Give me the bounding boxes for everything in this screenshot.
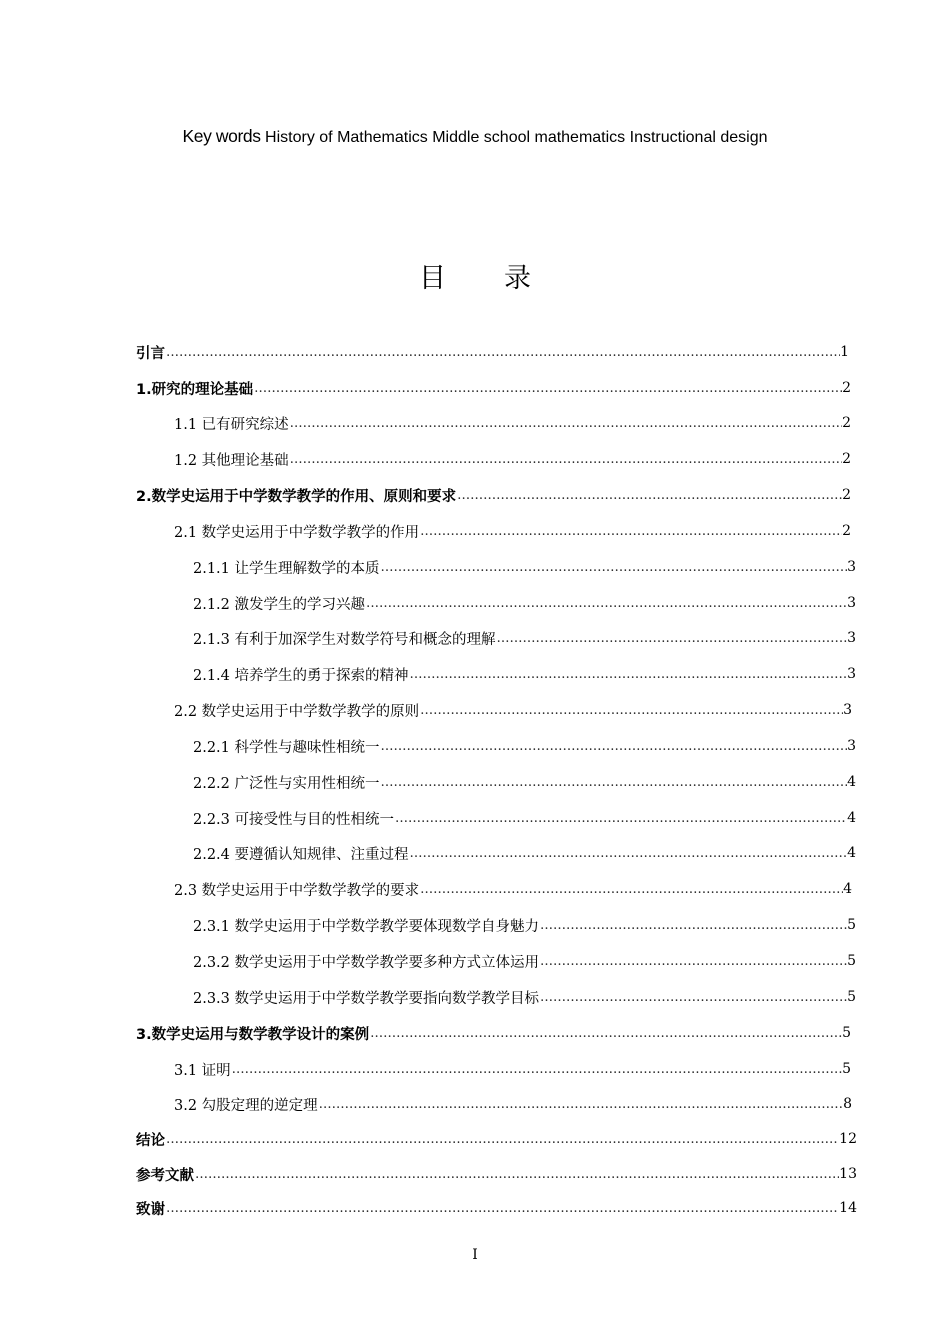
toc-leader [380,739,848,754]
toc-leader [394,811,847,826]
toc-entry-2-2[interactable] [174,698,852,722]
toc-leader [419,703,843,718]
toc-entry-label: 2.2 数学史运用于中学数学教学的原则 [174,703,420,720]
toc-entry-page: 3 [847,559,856,575]
toc-entry-1[interactable] [136,376,851,400]
toc-entry-page: 2 [842,523,851,539]
toc-entry-label: 2.数学史运用于中学数学教学的作用、原则和要求 [136,488,457,505]
toc-entry-label: 结论 [136,1132,165,1149]
toc-entry-label: 2.3.2 数学史运用于中学数学教学要多种方式立体运用 [193,954,540,971]
toc-leader [380,560,848,575]
toc-entry-label: 3.1 证明 [174,1062,231,1079]
toc-entry-label: 3.数学史运用与数学教学设计的案例 [136,1026,370,1043]
toc-entry-page: 8 [843,1096,852,1112]
toc-entry-2-1-3[interactable] [193,626,856,650]
toc-entry-2[interactable] [136,483,851,507]
toc-entry-page: 5 [842,1061,851,1077]
toc-entry-label: 2.1 数学史运用于中学数学教学的作用 [174,524,420,541]
toc-entry-label: 引言 [136,345,165,362]
toc-entry-3[interactable] [136,1021,851,1045]
toc-entry-2-3-1[interactable] [193,913,856,937]
toc-leader [539,918,847,933]
toc-entry-3-2[interactable] [174,1092,852,1116]
toc-entry-2-3-3[interactable] [193,985,856,1009]
toc-title-char-2: 录 [504,263,531,294]
toc-leader [165,1132,839,1147]
toc-entry-2-2-3[interactable] [193,806,856,830]
toc-entry-label: 3.2 勾股定理的逆定理 [174,1097,318,1114]
toc-entry-acknowledgements[interactable] [136,1196,857,1220]
toc-leader [231,1062,842,1077]
toc-entry-page: 2 [842,415,851,431]
toc-entry-label: 1.2 其他理论基础 [174,452,289,469]
toc-title [0,256,950,295]
toc-entry-conclusion[interactable] [136,1127,857,1151]
toc-entry-page: 1 [840,344,849,360]
toc-leader [289,416,842,431]
toc-entry-page: 3 [847,630,856,646]
toc-entry-label: 1.1 已有研究综述 [174,416,289,433]
toc-entry-label: 2.1.2 激发学生的学习兴趣 [193,596,366,613]
toc-entry-page: 2 [842,380,851,396]
toc-entry-label: 2.3.1 数学史运用于中学数学教学要体现数学自身魅力 [193,918,540,935]
toc-leader [289,452,842,467]
toc-entry-2-1-2[interactable] [193,591,856,615]
toc-entry-page: 4 [847,774,856,790]
toc-entry-page: 4 [843,881,852,897]
toc-leader [419,882,843,897]
toc-leader [409,667,848,682]
keywords-text: History of Mathematics Middle school mathematics Instructional design [260,129,768,146]
toc-leader [165,1201,839,1216]
toc-entry-page: 2 [842,487,851,503]
toc-leader [496,631,848,646]
toc-leader [253,381,842,396]
toc-entry-page: 3 [847,666,856,682]
toc-title-char-1: 目 [419,263,446,294]
toc-entry-label: 参考文献 [136,1167,194,1184]
keywords-line [0,126,950,147]
page-number: I [472,1247,478,1263]
toc-entry-3-1[interactable] [174,1057,851,1081]
toc-entry-label: 1.研究的理论基础 [136,381,254,398]
toc-entry-2-3-2[interactable] [193,949,856,973]
toc-entry-page: 13 [839,1166,857,1182]
toc-entry-label: 2.1.1 让学生理解数学的本质 [193,560,380,577]
toc-leader [539,990,847,1005]
toc-entry-label: 2.3.3 数学史运用于中学数学教学要指向数学教学目标 [193,990,540,1007]
toc-entry-2-1[interactable] [174,519,851,543]
toc-entry-page: 14 [839,1200,857,1216]
toc-entry-page: 4 [847,845,856,861]
toc-leader [409,846,848,861]
toc-leader [318,1097,843,1112]
toc-entry-page: 5 [847,917,856,933]
toc-entry-page: 2 [842,451,851,467]
toc-leader [194,1167,839,1182]
toc-entry-2-2-1[interactable] [193,734,856,758]
toc-leader [419,524,842,539]
toc-entry-page: 5 [842,1025,851,1041]
toc-entry-1-1[interactable] [174,411,851,435]
toc-entry-page: 5 [847,953,856,969]
toc-entry-page: 12 [839,1131,857,1147]
toc-entry-2-1-1[interactable] [193,555,856,579]
toc-entry-label: 2.3 数学史运用于中学数学教学的要求 [174,882,420,899]
toc-entry-page: 3 [847,595,856,611]
toc-entry-2-2-4[interactable] [193,841,856,865]
toc-entry-references[interactable] [136,1162,857,1186]
toc-entry-label: 2.1.3 有利于加深学生对数学符号和概念的理解 [193,631,496,648]
toc-entry-2-1-4[interactable] [193,662,856,686]
toc-leader [365,596,847,611]
keywords-label: Key words [182,126,261,146]
toc-entry-1-2[interactable] [174,447,851,471]
toc-entry-label: 2.1.4 培养学生的勇于探索的精神 [193,667,409,684]
toc-entry-label: 致谢 [136,1201,165,1218]
toc-leader [539,954,847,969]
toc-entry-2-3[interactable] [174,877,852,901]
toc-leader [165,345,840,360]
toc-entry-label: 2.2.3 可接受性与目的性相统一 [193,811,395,828]
toc-leader [456,488,842,503]
toc-entry-page: 5 [847,989,856,1005]
toc-entry-page: 3 [847,738,856,754]
toc-entry-2-2-2[interactable] [193,770,856,794]
toc-entry-page: 3 [843,702,852,718]
toc-leader [380,775,848,790]
toc-entry-label: 2.2.4 要遵循认知规律、注重过程 [193,846,409,863]
toc-leader [369,1026,842,1041]
toc-entry-label: 2.2.1 科学性与趣味性相统一 [193,739,380,756]
toc-entry-page: 4 [847,810,856,826]
toc-entry-intro[interactable] [136,340,849,364]
toc-entry-label: 2.2.2 广泛性与实用性相统一 [193,775,380,792]
